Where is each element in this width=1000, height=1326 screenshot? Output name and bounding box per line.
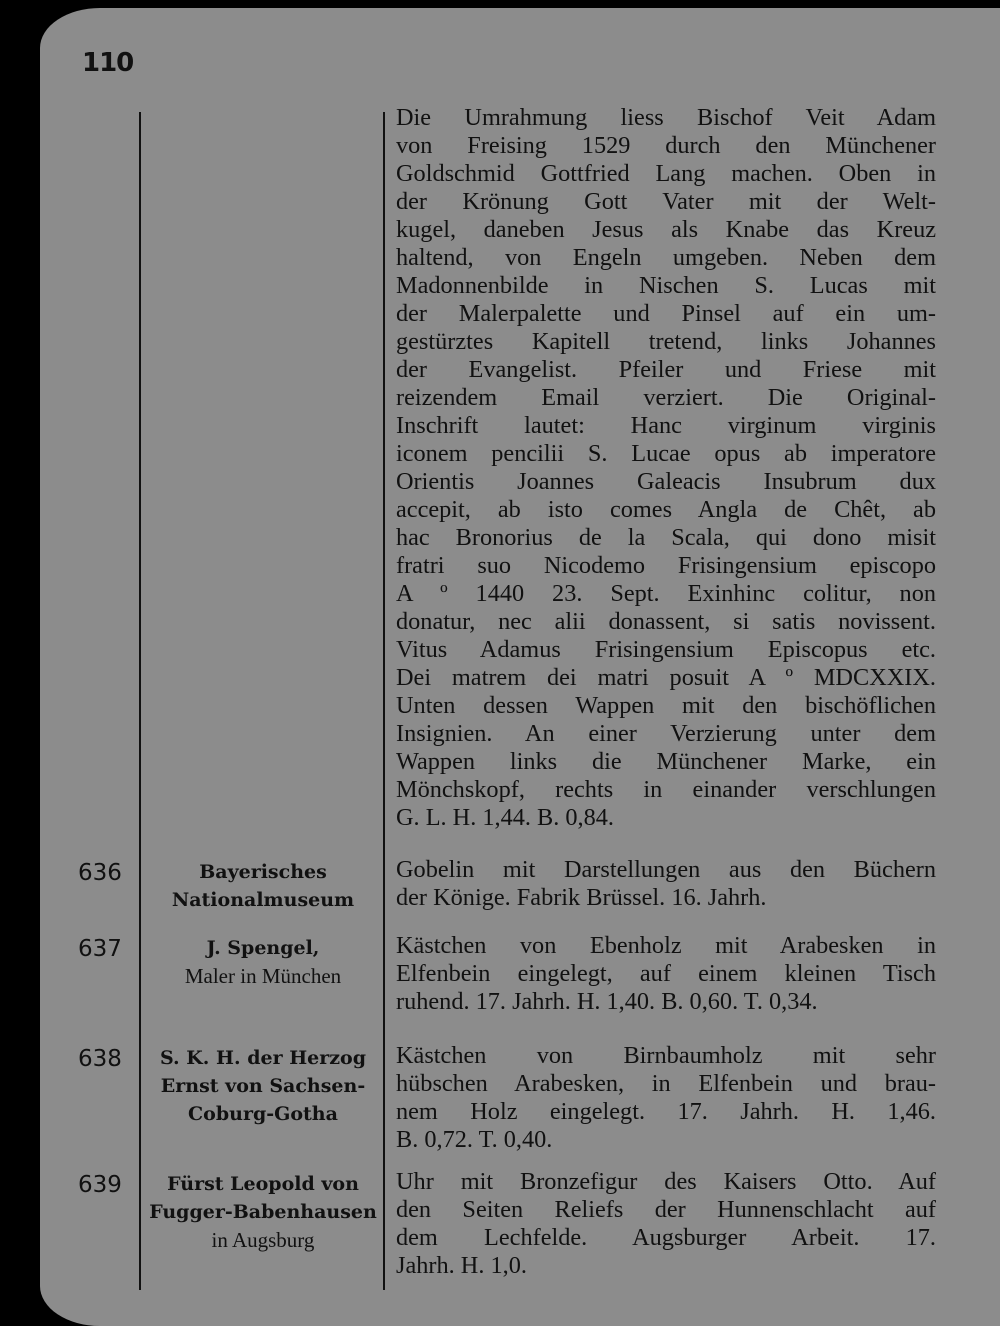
description-line: donatur, nec alii donassent, si satis novissent. [396, 608, 936, 635]
description-line: accepit, ab isto comes Angla de Chêt, ab [396, 496, 936, 523]
description-line: von Freising 1529 durch den Münchener [396, 132, 936, 159]
entry-description [396, 1168, 936, 1280]
catalog-page [40, 8, 1000, 1326]
column-divider-right [383, 112, 385, 1290]
description-line: Madonnenbilde in Nischen S. Lucas mit [396, 272, 936, 299]
owner-line: J. Spengel, [206, 937, 320, 959]
owner-line: Bayerisches [199, 861, 327, 883]
description-line: B. 0,72. T. 0,40. [396, 1126, 553, 1153]
description-line: Mönchskopf, rechts in einander verschlungen [396, 776, 936, 803]
entry-number: 637 [78, 936, 122, 962]
description-line: Jahrh. H. 1,0. [396, 1252, 527, 1279]
owner-line: S. K. H. der Herzog [160, 1047, 366, 1069]
description-line: Goldschmid Gottfried Lang machen. Oben in [396, 160, 936, 187]
description-line: Dei matrem dei matri posuit A º MDCXXIX. [396, 664, 936, 691]
description-line: G. L. H. 1,44. B. 0,84. [396, 804, 614, 831]
entry-description [396, 856, 936, 912]
entry-description [396, 1042, 936, 1154]
owner-line: in Augsburg [211, 1228, 315, 1252]
description-line: Orientis Joannes Galeacis Insubrum dux [396, 468, 936, 495]
entry-owner [148, 858, 378, 914]
owner-line: Fugger-Babenhausen [149, 1201, 377, 1223]
entry-description [396, 932, 936, 1016]
description-line: Wappen links die Münchener Marke, ein [396, 748, 936, 775]
description-line: der Könige. Fabrik Brüssel. 16. Jahrh. [396, 884, 767, 911]
description-line: hübschen Arabesken, in Elfenbein und brau- [396, 1070, 936, 1097]
owner-line: Coburg-Gotha [188, 1103, 338, 1125]
entry-owner [148, 934, 378, 990]
entry-owner [148, 1170, 378, 1254]
description-line: den Seiten Reliefs der Hunnenschlacht auf [396, 1196, 936, 1223]
description-line: iconem pencilii S. Lucae opus ab imperatore [396, 440, 936, 467]
description-line: ruhend. 17. Jahrh. H. 1,40. B. 0,60. T. 0,34. [396, 988, 818, 1015]
description-line: fratri suo Nicodemo Frisingensium episcopo [396, 552, 936, 579]
description-line: gestürztes Kapitell tretend, links Johannes [396, 328, 936, 355]
owner-line: Ernst von Sachsen- [160, 1075, 366, 1097]
entry-number: 639 [78, 1172, 122, 1198]
description-line: dem Lechfelde. Augsburger Arbeit. 17. [396, 1224, 936, 1251]
description-line: Inschrift lautet: Hanc virginum virginis [396, 412, 936, 439]
description-line: nem Holz eingelegt. 17. Jahrh. H. 1,46. [396, 1098, 936, 1125]
description-line: Unten dessen Wappen mit den bischöflichen [396, 692, 936, 719]
page-number: 110 [82, 48, 134, 78]
description-line: Vitus Adamus Frisingensium Episcopus etc. [396, 636, 936, 663]
column-divider-left [139, 112, 141, 1290]
description-line: kugel, daneben Jesus als Knabe das Kreuz [396, 216, 936, 243]
entry-owner [148, 1044, 378, 1128]
description-line: Gobelin mit Darstellungen aus den Büchern [396, 856, 936, 883]
entry-number: 636 [78, 860, 122, 886]
description-line: A º 1440 23. Sept. Exinhinc colitur, non [396, 580, 936, 607]
description-line: hac Bronorius de la Scala, qui dono misit [396, 524, 936, 551]
description-line: Kästchen von Birnbaumholz mit sehr [396, 1042, 936, 1069]
entry-number: 638 [78, 1046, 122, 1072]
description-line: Insignien. An einer Verzierung unter dem [396, 720, 936, 747]
description-line: Kästchen von Ebenholz mit Arabesken in [396, 932, 936, 959]
description-line: der Evangelist. Pfeiler und Friese mit [396, 356, 936, 383]
description-line: Die Umrahmung liess Bischof Veit Adam [396, 104, 936, 131]
description-line: der Malerpalette und Pinsel auf ein um- [396, 300, 936, 327]
description-line: Elfenbein eingelegt, auf einem kleinen Tisch [396, 960, 936, 987]
description-line: haltend, von Engeln umgeben. Neben dem [396, 244, 936, 271]
owner-line: Maler in München [184, 964, 342, 988]
owner-line: Fürst Leopold von [167, 1173, 359, 1195]
owner-line: Nationalmuseum [171, 889, 355, 911]
description-line: Uhr mit Bronzefigur des Kaisers Otto. Auf [396, 1168, 936, 1195]
description-line: der Krönung Gott Vater mit der Welt- [396, 188, 936, 215]
intro-description [396, 104, 936, 832]
description-line: reizendem Email verziert. Die Original- [396, 384, 936, 411]
